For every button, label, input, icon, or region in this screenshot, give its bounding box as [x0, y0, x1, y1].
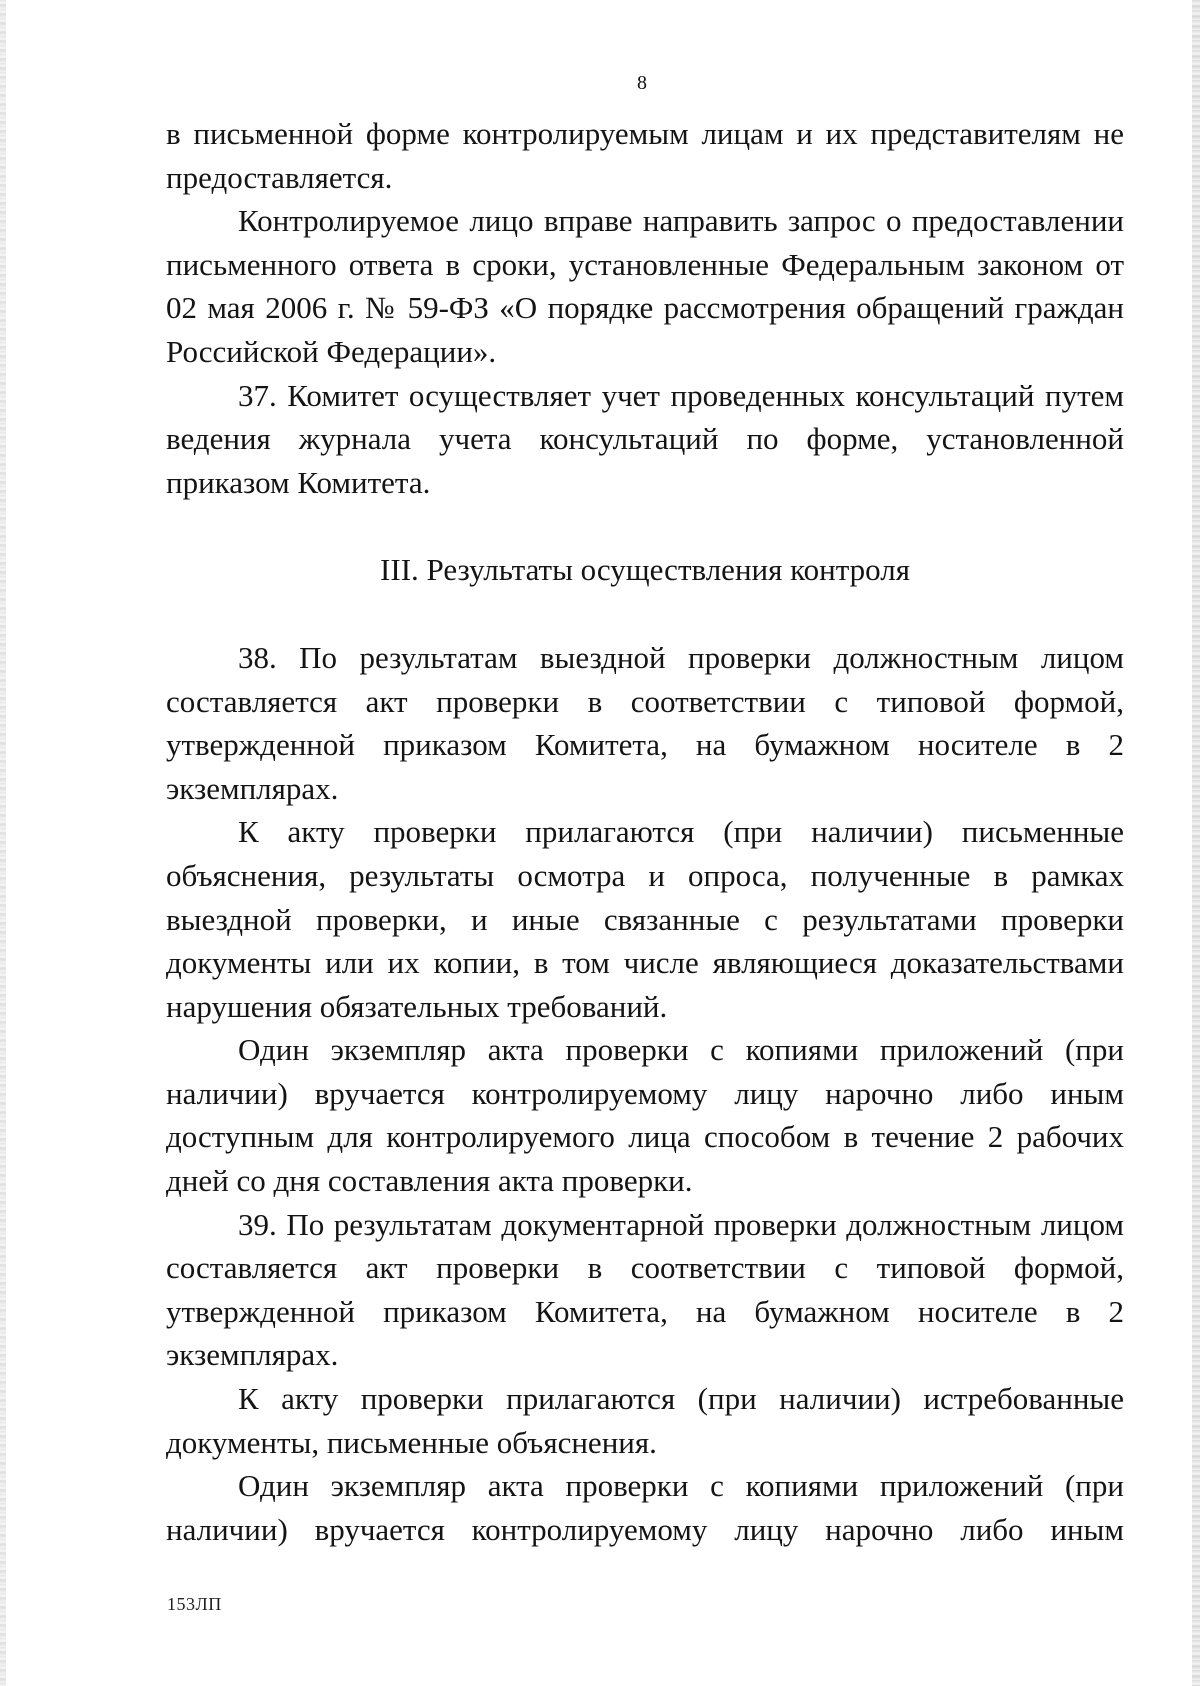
- section-heading: III. Результаты осуществления контроля: [380, 552, 910, 588]
- document-body: [166, 112, 1124, 1551]
- paragraph-item-37: 37. Комитет осуществляет учет проведенных консультаций путем ведения журнала учета консультаций по форме, установленной приказом Комитета.: [166, 377, 1124, 500]
- scan-edge-right: [1192, 0, 1200, 1686]
- scan-edge-left: [0, 0, 6, 1686]
- page-number: 8: [637, 72, 647, 94]
- paragraph: К акту проверки прилагаются (при наличии) письменные объяснения, результаты осмотра и опроса, полученные в рамках выездной проверки, и иные связанные с результатами проверки документы или их копии, в том числе являющиеся доказательствами нарушения обязательных требований.: [166, 814, 1124, 1024]
- paragraph: Контролируемое лицо вправе направить запрос о предоставлении письменного ответа в сроки, установленные Федеральным законом от 02 мая 2006 г. № 59-ФЗ «О порядке рассмотрения обращений граждан Российской Федерации».: [166, 203, 1124, 369]
- paragraph-continued: Один экземпляр акта проверки с копиями приложений (при наличии) вручается контролируемому лицу нарочно либо иным: [166, 1468, 1124, 1547]
- paragraph: Один экземпляр акта проверки с копиями приложений (при наличии) вручается контролируемому лицу нарочно либо иным доступным для контролируемого лица способом в течение 2 рабочих дней со дня составления акта проверки.: [166, 1032, 1124, 1199]
- paragraph-item-39: 39. По результатам документарной проверки должностным лицом составляется акт проверки в соответствии с типовой формой, утвержденной приказом Комитета, на бумажном носителе в 2 экземплярах.: [166, 1206, 1124, 1373]
- paragraph: К акту проверки прилагаются (при наличии) истребованные документы, письменные объяснения.: [166, 1381, 1124, 1460]
- paragraph-continuation: в письменной форме контролируемым лицам и их представителям не предоставляется.: [166, 116, 1124, 195]
- footer-code: 153ЛП: [167, 1594, 222, 1614]
- paragraph-item-38: 38. По результатам выездной проверки должностным лицом составляется акт проверки в соответствии с типовой формой, утвержденной приказом Комитета, на бумажном носителе в 2 экземплярах.: [166, 639, 1124, 806]
